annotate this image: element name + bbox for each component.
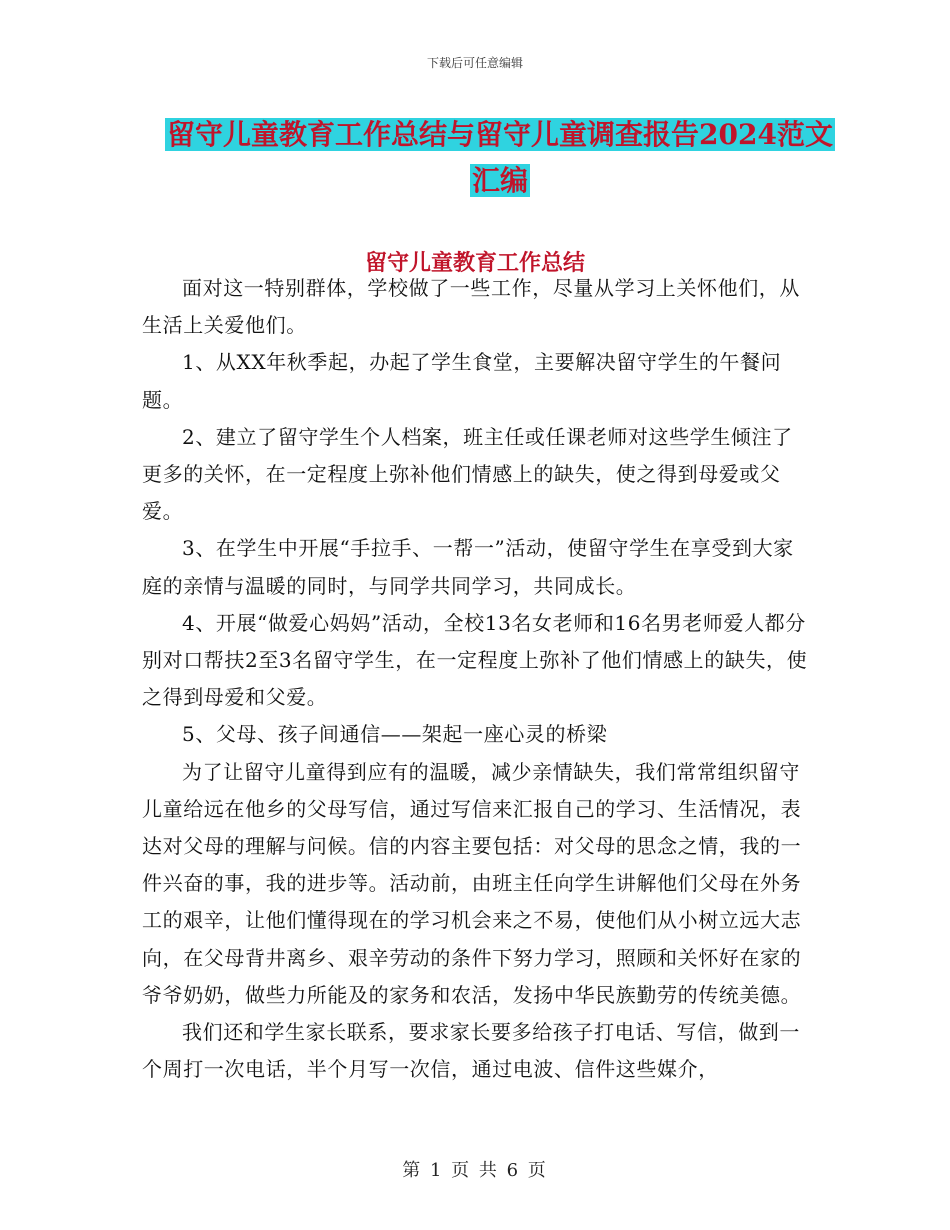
paragraph: 为了让留守儿童得到应有的温暖，减少亲情缺失，我们常常组织留守儿童给远在他乡的父母写信，通过写信来汇报自己的学习、生活情况，表达对父母的理解与问候。信的内容主要包括：对父母的思念之情，我的一件兴奋的事，我的进步等。活动前，由班主任向学生讲解他们父母在外务工的艰辛，让他们懂得现在的学习机会来之不易，使他们从小树立远大志向，在父母背井离乡、艰辛劳动的条件下努力学习，照顾和关怀好在家的爷爷奶奶，做些力所能及的家务和农活，发扬中华民族勤劳的传统美德。 bbox=[142, 759, 802, 1007]
paragraph: 1、从XX年秋季起，办起了学生食堂，主要解决留守学生的午餐问题。 bbox=[142, 350, 782, 412]
paragraph: 5、父母、孩子间通信——架起一座心灵的桥梁 bbox=[182, 722, 608, 747]
page-footer: 第 1 页 共 6 页 bbox=[402, 1160, 548, 1181]
document-title-line-1: 留守儿童教育工作总结与留守儿童调查报告2024范文 bbox=[167, 118, 833, 151]
paragraph: 3、在学生中开展“手拉手、一帮一”活动，使留守学生在享受到大家庭的亲情与温暖的同时，与同学共同学习，共同成长。 bbox=[142, 536, 794, 598]
document-title-line-2: 汇编 bbox=[471, 164, 528, 197]
section-title: 留守儿童教育工作总结 bbox=[364, 250, 585, 276]
paragraph: 面对这一特别群体，学校做了一些工作，尽量从学习上关怀他们，从生活上关爱他们。 bbox=[142, 276, 800, 338]
paragraph: 2、建立了留守学生个人档案，班主任或任课老师对这些学生倾注了更多的关怀，在一定程度上弥补他们情感上的缺失，使之得到母爱或父爱。 bbox=[142, 424, 793, 524]
paragraph: 4、开展“做爱心妈妈”活动，全校13名女老师和16名男老师爱人都分别对口帮扶2至3名留守学生，在一定程度上弥补了他们情感上的缺失，使之得到母爱和父爱。 bbox=[142, 610, 808, 710]
body-text bbox=[142, 270, 812, 1088]
document-title bbox=[150, 112, 850, 204]
paragraph: 我们还和学生家长联系，要求家长要多给孩子打电话、写信，做到一个周打一次电话，半个月写一次信，通过电波、信件这些媒介， bbox=[142, 1020, 800, 1082]
header-note: 下载后可任意编辑 bbox=[426, 56, 523, 70]
